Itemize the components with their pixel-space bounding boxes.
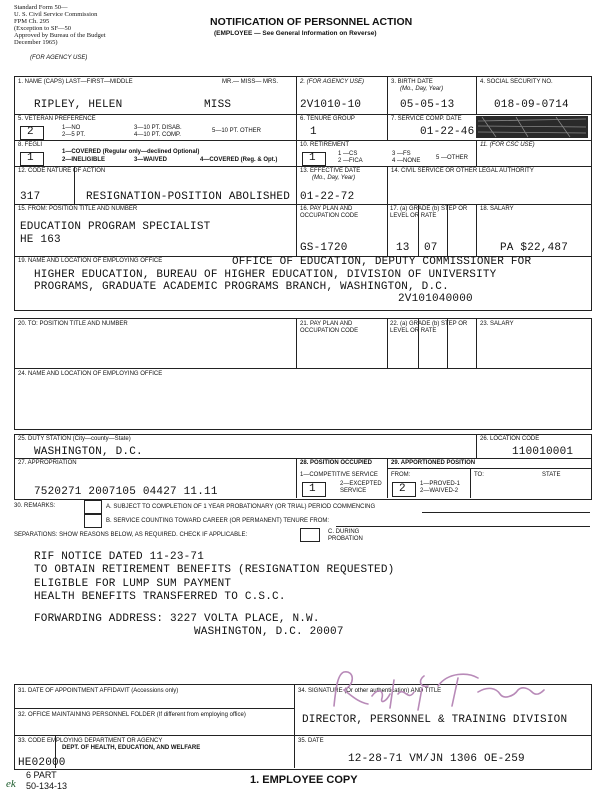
- signature-image: [328, 666, 550, 716]
- form-line: FPM Ch. 295: [14, 18, 50, 25]
- step: 07: [424, 242, 438, 254]
- remark-line: HEALTH BENEFITS TRANSFERRED TO C.S.C.: [34, 590, 286, 603]
- office-code: 2V101040000: [398, 293, 473, 305]
- ret-opt-3: 3 —FS: [392, 151, 411, 157]
- form-title: NOTIFICATION OF PERSONNEL ACTION: [210, 16, 413, 28]
- apportioned-from-label: FROM:: [391, 472, 411, 478]
- effective-date-label: 13. EFFECTIVE DATE: [300, 168, 361, 174]
- ret-opt-5: 5 —OTHER: [436, 155, 469, 161]
- dept-code: HE02000: [18, 757, 66, 769]
- fegli-opt-1: 1—COVERED (Regular only—declined Optional): [62, 149, 200, 155]
- from-position-label: 15. FROM: POSITION TITLE AND NUMBER: [18, 206, 138, 212]
- forwarding-line-2: WASHINGTON, D.C. 20007: [194, 626, 344, 638]
- handwritten-initials: ek: [6, 778, 16, 790]
- to-pay-plan-label: 21. PAY PLAN AND OCCUPATION CODE: [300, 321, 359, 334]
- app-opt-1: 1—PROVED-1: [420, 481, 461, 487]
- appropriation: 7520271 2007105 04427 11.11: [34, 486, 218, 498]
- action-code: 317: [20, 191, 41, 203]
- to-grade-step-label: 22. (a) GRADE (b) STEP OR LEVEL OR RATE: [390, 321, 468, 334]
- agency-use-2-label: 2. (FOR AGENCY USE): [300, 79, 365, 85]
- fegli-opt-4: 4—COVERED (Reg. & Opt.): [200, 157, 278, 163]
- office-line-2: HIGHER EDUCATION, BUREAU OF HIGHER EDUCATION, DIVISION OF UNIVERSITY: [34, 269, 497, 281]
- redaction-scribble: [476, 115, 588, 139]
- signature-label: 34. SIGNATURE (Or other authentication) AND TITLE: [298, 688, 442, 694]
- fegli-opt-3: 3—WAIVED: [134, 157, 168, 163]
- vet-opt-1: 1—NO: [62, 125, 81, 131]
- affidavit-label: 31. DATE OF APPOINTMENT AFFIDAVIT (Accessions only): [18, 688, 179, 694]
- duty-station-label: 25. DUTY STATION (City—county—State): [18, 436, 131, 442]
- to-salary-label: 23. SALARY: [480, 321, 514, 327]
- location-code-label: 26. LOCATION CODE: [480, 436, 540, 442]
- grade-step-label: 17. (a) GRADE (b) STEP OR LEVEL OR RATE: [390, 206, 468, 219]
- fegli-opt-2: 2—INELIGIBLE: [62, 157, 106, 163]
- legal-authority-label: 14. CIVIL SERVICE OR OTHER LEGAL AUTHORITY: [391, 168, 534, 174]
- vet-opt-4: 4—10 PT. COMP.: [134, 132, 181, 138]
- apportioned-state-label: STATE: [542, 472, 561, 478]
- remark-b-text: B. SERVICE COUNTING TOWARD CAREER (OR PERMANENT) TENURE FROM:: [106, 518, 330, 524]
- tenure-value: 1: [310, 126, 317, 138]
- location-code: 110010001: [512, 446, 574, 458]
- form-line: Approved by Bureau of the Budget: [14, 32, 106, 39]
- appropriation-label: 27. APPROPRIATION: [18, 460, 77, 466]
- fegli-label: 8. FEGLI: [18, 142, 43, 148]
- form-line: December 1965): [14, 39, 58, 46]
- ret-opt-2: 2 —FICA: [338, 158, 363, 164]
- vet-opt-2: 2—5 PT.: [62, 132, 86, 138]
- nature-of-action: RESIGNATION-POSITION ABOLISHED: [86, 191, 291, 203]
- scd-value: 01-22-46: [420, 126, 475, 138]
- effective-date-format: (Mo., Day, Year): [312, 175, 356, 181]
- action-label: 12. CODE NATURE OF ACTION: [18, 168, 106, 174]
- name-label: 1. NAME (CAPS) LAST—FIRST—MIDDLE: [18, 79, 133, 85]
- ret-opt-4: 4 —NONE: [392, 158, 421, 164]
- remark-line: ELIGIBLE FOR LUMP SUM PAYMENT: [34, 577, 232, 590]
- form-line: Standard Form 50—: [14, 4, 68, 11]
- ssn-label: 4. SOCIAL SECURITY NO.: [480, 79, 553, 85]
- position-occupied-label: 28. POSITION OCCUPIED: [300, 460, 373, 466]
- grade: 13: [396, 242, 410, 254]
- apportioned-label: 29. APPORTIONED POSITION: [391, 460, 476, 466]
- signer-title: DIRECTOR, PERSONNEL & TRAINING DIVISION: [302, 714, 568, 726]
- title-prefix: MISS: [204, 99, 232, 111]
- employee-name: RIPLEY, HELEN: [34, 99, 123, 111]
- apportioned-value: 2: [399, 483, 406, 495]
- birth-date-label: 3. BIRTH DATE: [391, 79, 433, 85]
- form-number: 50-134-13: [26, 781, 68, 791]
- duty-station: WASHINGTON, D.C.: [34, 446, 143, 458]
- from-title: EDUCATION PROGRAM SPECIALIST: [20, 221, 211, 233]
- personnel-folder-label: 32. OFFICE MAINTAINING PERSONNEL FOLDER (If different from employing office): [18, 712, 246, 718]
- remark-a-text: A. SUBJECT TO COMPLETION OF 1 YEAR PROBATIONARY (OR TRIAL) PERIOD COMMENCING: [106, 504, 376, 510]
- pay-plan-label: 16. PAY PLAN AND OCCUPATION CODE: [300, 206, 359, 219]
- pos-opt-2: 2—EXCEPTED SERVICE: [340, 481, 382, 494]
- agency-code: 2V1010-10: [300, 99, 362, 111]
- from-number: HE 163: [20, 234, 61, 246]
- form-id-block: [14, 4, 106, 46]
- remark-line: TO OBTAIN RETIREMENT BENEFITS (RESIGNATION REQUESTED): [34, 564, 395, 577]
- separations-label: SEPARATIONS: SHOW REASONS BELOW, AS REQUIRED. CHECK IF APPLICABLE:: [14, 532, 248, 538]
- part-label: 6 PART: [26, 770, 57, 780]
- title-prefix-label: MR.— MISS— MRS.: [222, 79, 279, 85]
- vet-opt-3: 3—10 PT. DISAB.: [134, 125, 182, 131]
- salary: PA $22,487: [500, 242, 569, 254]
- form-line: U. S. Civil Service Commission: [14, 11, 98, 18]
- form-subtitle: (EMPLOYEE — See General Information on Reverse): [214, 30, 377, 37]
- agency-use-label: (FOR AGENCY USE): [30, 55, 88, 61]
- birth-date: 05-05-13: [400, 99, 455, 111]
- fegli-value: 1: [27, 152, 34, 164]
- apportioned-to-label: TO:: [474, 472, 484, 478]
- ssn: 018-09-0714: [494, 99, 569, 111]
- ret-opt-1: 1 —CS: [338, 151, 358, 157]
- to-position-label: 20. TO: POSITION TITLE AND NUMBER: [18, 321, 128, 327]
- remarks-label: 30. REMARKS:: [14, 503, 56, 509]
- remark-line: RIF NOTICE DATED 11-23-71: [34, 551, 205, 563]
- birth-date-format: (Mo., Day, Year): [400, 86, 444, 92]
- employing-dept: DEPT. OF HEALTH, EDUCATION, AND WELFARE: [62, 745, 201, 751]
- vet-pref-label: 5. VETERAN PREFERENCE: [18, 116, 96, 122]
- retirement-value: 1: [309, 152, 316, 164]
- office-line-1: OFFICE OF EDUCATION, DEPUTY COMMISSIONER FOR: [232, 256, 532, 268]
- date-value: 12-28-71 VM/JN 1306 OE-259: [348, 753, 525, 765]
- vet-opt-5: 5—10 PT. OTHER: [212, 128, 262, 134]
- pos-opt-1: 1—COMPETITIVE SERVICE: [300, 472, 378, 478]
- remarks-block: [34, 551, 394, 604]
- forwarding-line-1: FORWARDING ADDRESS: 3227 VOLTA PLACE, N.W.: [34, 613, 320, 625]
- csc-use-label: 11. (FOR CSC USE): [480, 142, 535, 148]
- pay-plan: GS-1720: [300, 242, 348, 254]
- app-opt-2: 2—WAIVED-2: [420, 488, 459, 494]
- tenure-label: 6. TENURE GROUP: [300, 116, 355, 122]
- form-line: (Exception to SF—50: [14, 25, 72, 32]
- retirement-label: 10. RETIREMENT: [300, 142, 350, 148]
- office-line-3: PROGRAMS, GRADUATE ACADEMIC PROGRAMS BRANCH, WASHINGTON, D.C.: [34, 281, 449, 293]
- date-label: 35. DATE: [298, 738, 324, 744]
- employing-dept-label: 33. CODE EMPLOYING DEPARTMENT OR AGENCY: [18, 738, 163, 744]
- remark-a-box: [84, 500, 102, 514]
- scd-label: 7. SERVICE COMP. DATE: [391, 116, 462, 122]
- vet-pref-value: 2: [27, 126, 34, 138]
- to-office-label: 24. NAME AND LOCATION OF EMPLOYING OFFICE: [18, 371, 163, 377]
- copy-label: 1. EMPLOYEE COPY: [250, 774, 358, 786]
- during-probation-label: C. DURING PROBATION: [328, 529, 363, 542]
- salary-label: 18. SALARY: [480, 206, 514, 212]
- remark-b-box: [84, 514, 102, 528]
- effective-date: 01-22-72: [300, 191, 355, 203]
- from-office-label: 19. NAME AND LOCATION OF EMPLOYING OFFICE: [18, 258, 163, 264]
- during-probation-box: [300, 528, 320, 542]
- position-occupied: 1: [309, 483, 316, 495]
